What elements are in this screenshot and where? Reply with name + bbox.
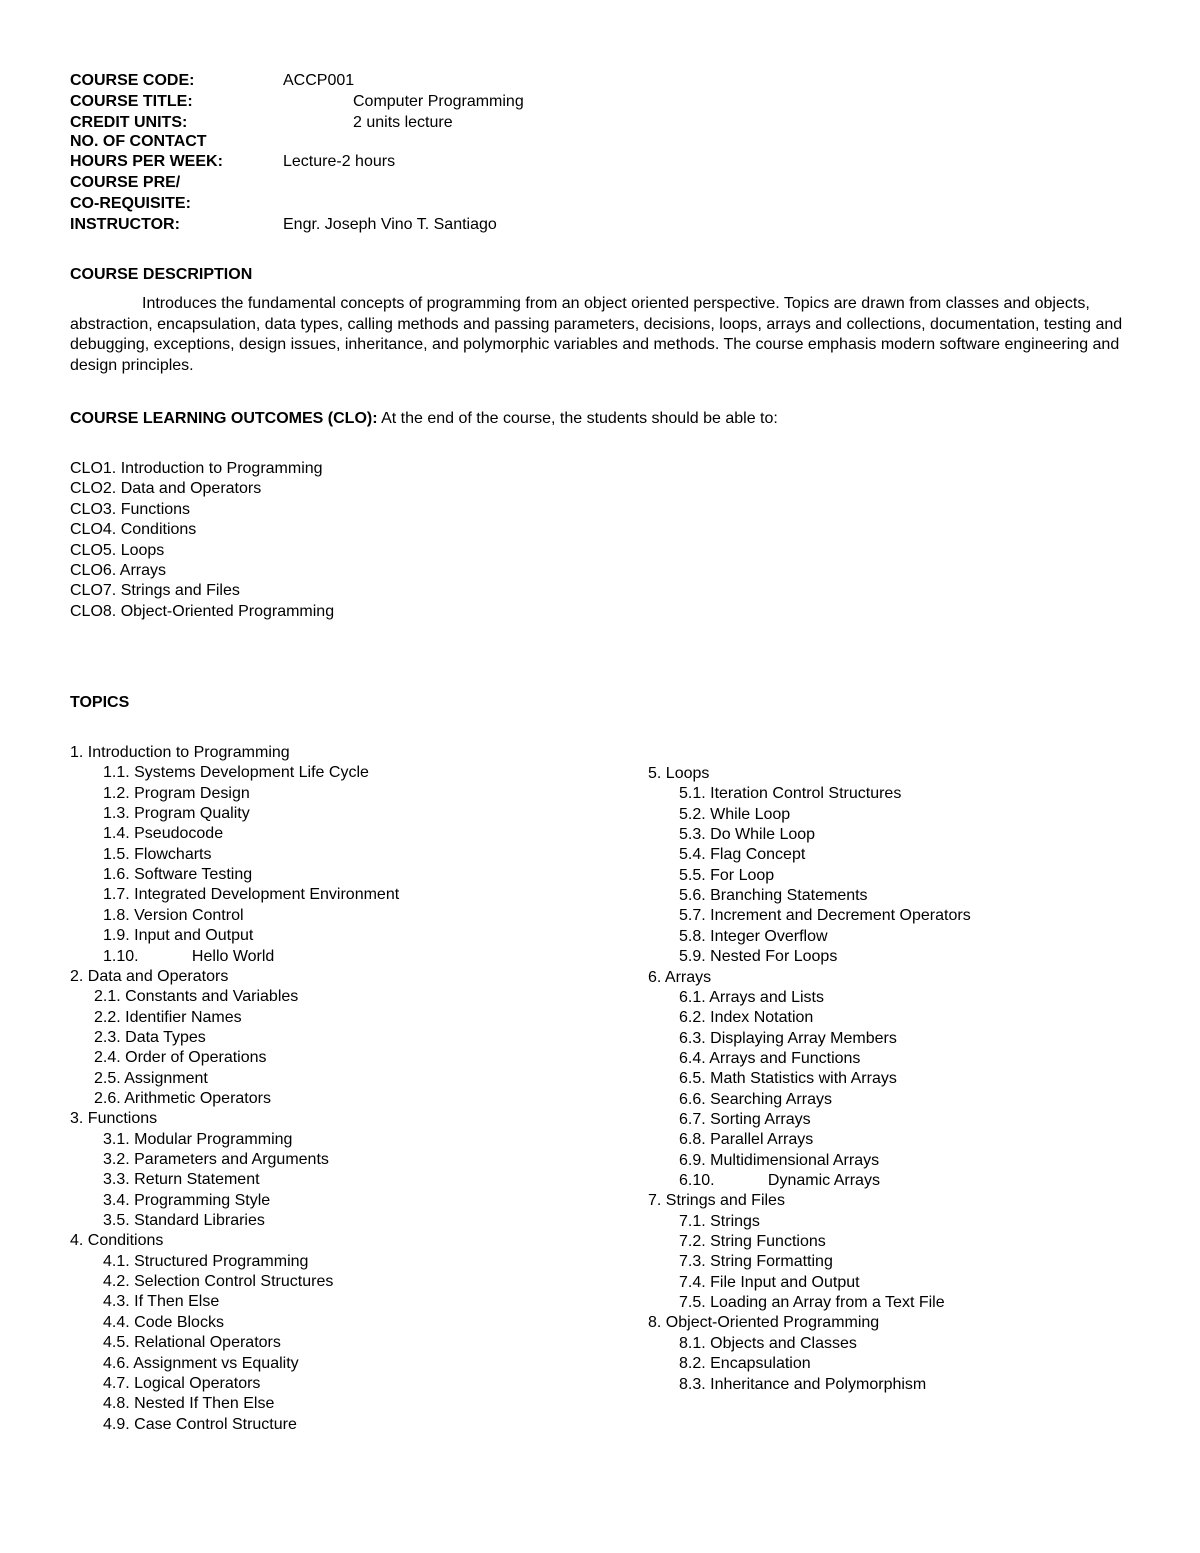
topic-item: 5. Loops [648, 765, 710, 782]
topic-item: 2.6. Arithmetic Operators [94, 1089, 271, 1107]
clo-item: CLO2. Data and Operators [70, 480, 262, 498]
topic-item: 1.5. Flowcharts [103, 845, 212, 863]
contact-hours-label-line1: NO. OF CONTACT [70, 133, 207, 150]
topic-item: 1.4. Pseudocode [103, 825, 224, 843]
course-code-label: COURSE CODE: [70, 72, 195, 89]
topic-item: 1.7. Integrated Development Environment [103, 886, 400, 904]
topic-item: 4.2. Selection Control Structures [103, 1273, 334, 1291]
credit-units-value: 2 units lecture [353, 114, 453, 131]
topic-item: 1.1. Systems Development Life Cycle [103, 764, 369, 782]
clo-item: CLO3. Functions [70, 500, 191, 518]
topic-item: 3.2. Parameters and Arguments [103, 1151, 329, 1168]
course-description-paragraph [70, 294, 1130, 377]
topic-item: 6.6. Searching Arrays [679, 1090, 832, 1108]
topic-item: 1.9. Input and Output [103, 927, 254, 945]
course-title-label: COURSE TITLE: [70, 93, 193, 110]
topic-item: 2. Data and Operators [70, 967, 229, 985]
topic-item: 4.4. Code Blocks [103, 1313, 224, 1331]
clo-item: CLO8. Object-Oriented Programming [70, 602, 335, 620]
topic-item: 4. Conditions [70, 1232, 164, 1250]
topic-item: 6.2. Index Notation [679, 1009, 814, 1027]
topic-item: 5.3. Do While Loop [679, 826, 816, 844]
topic-item: 5.1. Iteration Control Structures [679, 785, 902, 803]
topic-item: 8.3. Inheritance and Polymorphism [679, 1375, 927, 1393]
topic-item: 1.2. Program Design [103, 784, 250, 802]
topic-item: 5.2. While Loop [679, 805, 791, 823]
clo-item: CLO6. Arrays [70, 562, 167, 579]
prerequisite-label-line2: CO-REQUISITE: [70, 195, 191, 212]
topic-item: 6.1. Arrays and Lists [679, 988, 824, 1006]
topic-item: 1. Introduction to Programming [70, 744, 290, 761]
topic-item: 4.7. Logical Operators [103, 1374, 261, 1392]
topic-item: 3.4. Programming Style [103, 1191, 271, 1209]
topic-item: 7.3. String Formatting [679, 1253, 833, 1271]
contact-hours-value: Lecture-2 hours [283, 153, 396, 170]
topic-item: 5.6. Branching Statements [679, 887, 868, 905]
topic-item: 1.3. Program Quality [103, 805, 250, 823]
clo-item: CLO1. Introduction to Programming [70, 460, 323, 477]
topic-item: 6.8. Parallel Arrays [679, 1131, 814, 1149]
topic-item: 1.10. Hello World [103, 947, 275, 965]
topic-item: 4.3. If Then Else [103, 1293, 220, 1311]
topic-item: 5.5. For Loop [679, 866, 775, 884]
learning-outcomes-heading: COURSE LEARNING OUTCOMES (CLO): [70, 410, 378, 427]
topic-item: 6.5. Math Statistics with Arrays [679, 1070, 897, 1088]
topic-item: 1.6. Software Testing [103, 866, 253, 884]
credit-units-label: CREDIT UNITS: [70, 114, 188, 131]
topic-item: 4.1. Structured Programming [103, 1252, 309, 1270]
topic-item: 8.2. Encapsulation [679, 1355, 811, 1373]
clo-item: CLO7. Strings and Files [70, 582, 240, 600]
topic-item: 5.4. Flag Concept [679, 846, 806, 864]
prerequisite-label-line1: COURSE PRE/ [70, 174, 181, 191]
topic-item: 8.1. Objects and Classes [679, 1334, 857, 1352]
contact-hours-label-line2: HOURS PER WEEK: [70, 153, 223, 170]
topic-item: 2.3. Data Types [94, 1028, 206, 1046]
topic-item: 2.4. Order of Operations [94, 1049, 267, 1067]
topic-item: 2.2. Identifier Names [94, 1008, 242, 1026]
topic-item: 7. Strings and Files [648, 1192, 785, 1210]
topic-item: 3. Functions [70, 1110, 158, 1128]
topic-item: 4.6. Assignment vs Equality [103, 1354, 299, 1372]
instructor-value: Engr. Joseph Vino T. Santiago [283, 216, 497, 233]
topic-item: 6.3. Displaying Array Members [679, 1029, 897, 1047]
topic-item: 5.7. Increment and Decrement Operators [679, 907, 971, 925]
clo-item: CLO4. Conditions [70, 521, 197, 539]
topic-item: 5.8. Integer Overflow [679, 927, 828, 945]
topic-item: 4.9. Case Control Structure [103, 1415, 297, 1433]
topic-item: 6. Arrays [648, 968, 712, 986]
topic-item: 2.5. Assignment [94, 1069, 208, 1087]
topic-item: 7.2. String Functions [679, 1233, 826, 1251]
course-title-value: Computer Programming [353, 93, 524, 110]
course-code-value: ACCP001 [283, 72, 355, 89]
course-description-heading: COURSE DESCRIPTION [70, 266, 253, 283]
topic-item: 7.4. File Input and Output [679, 1273, 860, 1291]
topic-item: 7.5. Loading an Array from a Text File [679, 1294, 945, 1312]
topic-item: 4.8. Nested If Then Else [103, 1395, 275, 1413]
topic-item: 3.1. Modular Programming [103, 1130, 293, 1148]
topic-item: 6.7. Sorting Arrays [679, 1110, 811, 1128]
topic-item: 3.3. Return Statement [103, 1171, 260, 1189]
topic-item: 8. Object-Oriented Programming [648, 1314, 880, 1332]
topic-item: 3.5. Standard Libraries [103, 1212, 265, 1230]
learning-outcomes-intro: At the end of the course, the students should be able to: [377, 410, 778, 427]
topic-item: 6.10. Dynamic Arrays [679, 1172, 880, 1189]
topics-heading: TOPICS [70, 694, 130, 711]
topic-item: 5.9. Nested For Loops [679, 948, 838, 966]
instructor-label: INSTRUCTOR: [70, 216, 180, 233]
clo-item: CLO5. Loops [70, 541, 165, 559]
topic-item: 7.1. Strings [679, 1212, 760, 1230]
topic-item: 6.9. Multidimensional Arrays [679, 1151, 880, 1169]
topic-item: 2.1. Constants and Variables [94, 988, 299, 1006]
topic-item: 6.4. Arrays and Functions [679, 1049, 861, 1067]
learning-outcomes-header [70, 409, 778, 429]
course-description-text: Introduces the fundamental concepts of programming from an object oriented perspective. Topics are drawn from classes and objects, abstraction, encapsulation, data types, calling methods and passing parameters, decisions, loops, arrays and collections, documentation, testing and debugging, exceptions, design issues, inheritance, and polymorphic variables and methods. The course emphasis modern software engineering and design principles. [70, 295, 1123, 375]
topic-item: 1.8. Version Control [103, 906, 244, 924]
topic-item: 4.5. Relational Operators [103, 1334, 281, 1352]
